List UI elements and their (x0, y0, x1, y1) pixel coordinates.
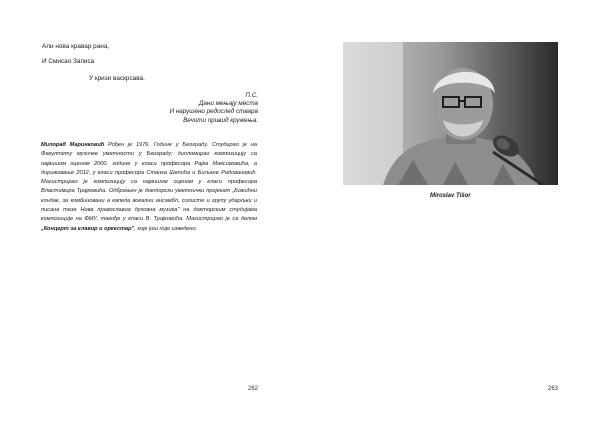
poem-line: И Смисао Записа (42, 58, 95, 65)
bio-text: Рођен је 1976. Године у Београду. Студирао је на Факултету музичке уметности у Београду; дипломирао композицију са највишом оценом 2000. године у класи професора Рајка Максимовића, а дирижовање 2012, у класи професора Станка Шепића и Биљане Радовановић. Магистрирао је композицију са највишом оценом у класи професора Властимира Трајковића. Одбрањен је докторски уметнички пројекат „Божићни кондак, за комбиновани а капела вокални ансамбл, солисте и групу ударљки и писана теза Нова православна духовна музика" на докторским студијама композиције на ФМУ, такође у класи В. Трајковића. Магистрирао је са делом (41, 142, 257, 223)
postscript-line: П.С. (245, 92, 258, 99)
page-number: 263 (548, 386, 559, 392)
page-number: 262 (248, 386, 259, 392)
postscript-line: Вечити привид кружења. (183, 116, 258, 124)
author-photo (343, 42, 558, 185)
photo-caption: Miroslav Tišor (430, 193, 471, 199)
postscript-line: Дани мењају места (198, 100, 258, 108)
poem-line: Али нова кравар рана, (42, 43, 110, 50)
bio-tail: , које још није изведено. (134, 225, 198, 232)
photo-illustration (343, 42, 558, 185)
poem-line: У кризи васкрсава. (89, 75, 145, 82)
author-bio (41, 141, 257, 234)
author-name: Милорад Маринковић (41, 142, 105, 148)
work-title: „Концерт за клавир и оркестар" (41, 225, 135, 232)
right-page (300, 0, 600, 423)
postscript-line: И нарушени редослед ствара (169, 108, 258, 116)
postscript (58, 92, 258, 125)
